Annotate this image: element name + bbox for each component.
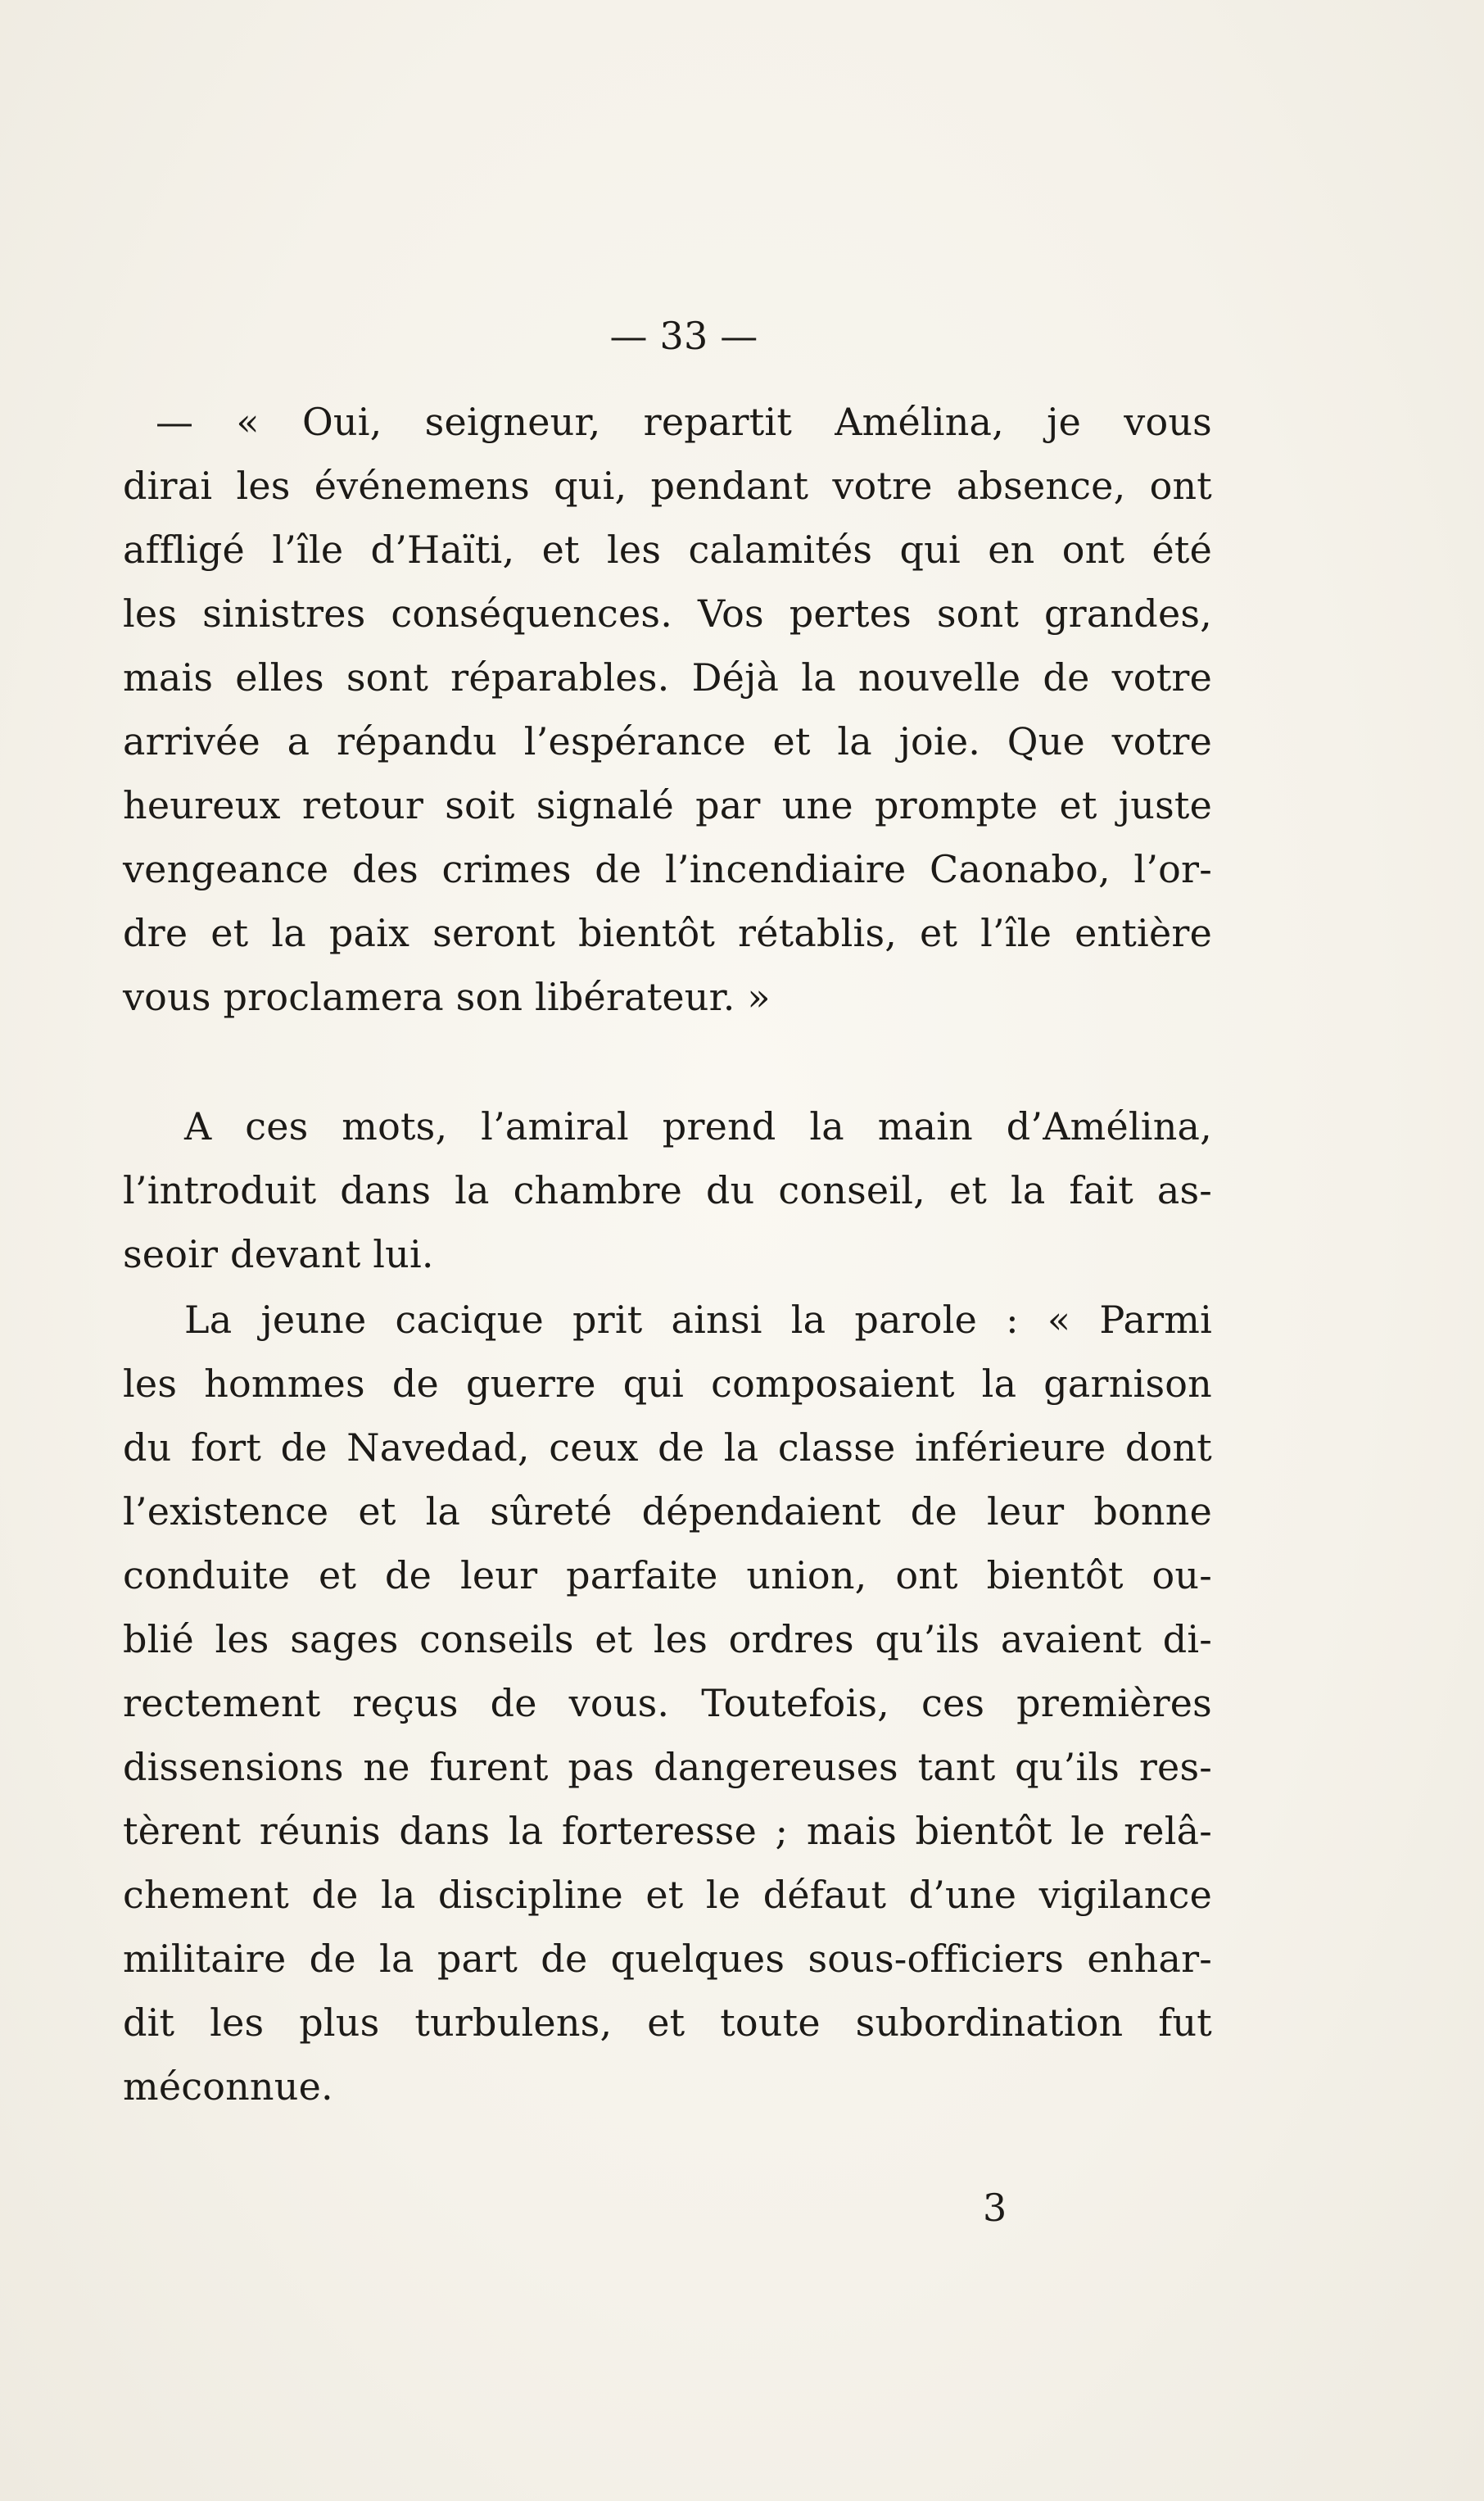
text-line: affligé l’île d’Haïti, et les calamités qui en ont été <box>123 528 1212 572</box>
text-line: A ces mots, l’amiral prend la main d’Amélina, <box>184 1104 1212 1149</box>
text-line: tèrent réunis dans la forteresse ; mais bientôt le relâ- <box>123 1809 1212 1853</box>
text-line: du fort de Navedad, ceux de la classe inférieure dont <box>123 1425 1212 1470</box>
text-line: — « Oui, seigneur, repartit Amélina, je vous <box>156 400 1212 444</box>
paragraph-1 <box>123 390 1212 1029</box>
paragraph-3 <box>123 1288 1212 2118</box>
page-text <box>123 311 1212 2118</box>
text-line: dit les plus turbulens, et toute subordination fut <box>123 2000 1212 2045</box>
text-line: blié les sages conseils et les ordres qu’ils avaient di- <box>123 1617 1212 1661</box>
text-line: rectement reçus de vous. Toutefois, ces premières <box>123 1681 1212 1725</box>
text-line: militaire de la part de quelques sous-officiers enhar- <box>123 1937 1212 1981</box>
text-line: dre et la paix seront bientôt rétablis, et l’île entière <box>123 911 1212 955</box>
paragraph-2 <box>123 1094 1212 1286</box>
text-line: l’introduit dans la chambre du conseil, et la fait as- <box>123 1168 1212 1212</box>
paragraph-gap <box>123 1029 1212 1094</box>
text-line: les hommes de guerre qui composaient la garnison <box>123 1362 1212 1406</box>
text-line: l’existence et la sûreté dépendaient de leur bonne <box>123 1489 1212 1534</box>
text-line: vengeance des crimes de l’incendiaire Caonabo, l’or- <box>123 847 1212 891</box>
text-line: seoir devant lui. <box>123 1232 434 1276</box>
text-line: arrivée a répandu l’espérance et la joie. Que votre <box>123 719 1212 763</box>
page-number-header: — 33 — <box>609 314 758 358</box>
text-line: les sinistres conséquences. Vos pertes sont grandes, <box>123 591 1212 636</box>
text-line: mais elles sont réparables. Déjà la nouvelle de votre <box>123 655 1212 700</box>
text-line: vous proclamera son libérateur. » <box>123 975 771 1019</box>
signature-mark: 3 <box>983 2186 1007 2230</box>
text-line: dissensions ne furent pas dangereuses tant qu’ils res- <box>123 1745 1212 1789</box>
text-line: chement de la discipline et le défaut d’une vigilance <box>123 1873 1212 1917</box>
text-line: La jeune cacique prit ainsi la parole : « Parmi <box>184 1298 1212 1342</box>
text-line: heureux retour soit signalé par une prompte et juste <box>123 783 1212 827</box>
text-line: dirai les événemens qui, pendant votre absence, ont <box>123 464 1212 508</box>
text-line: conduite et de leur parfaite union, ont bientôt ou- <box>123 1553 1212 1597</box>
text-line: méconnue. <box>123 2064 333 2109</box>
